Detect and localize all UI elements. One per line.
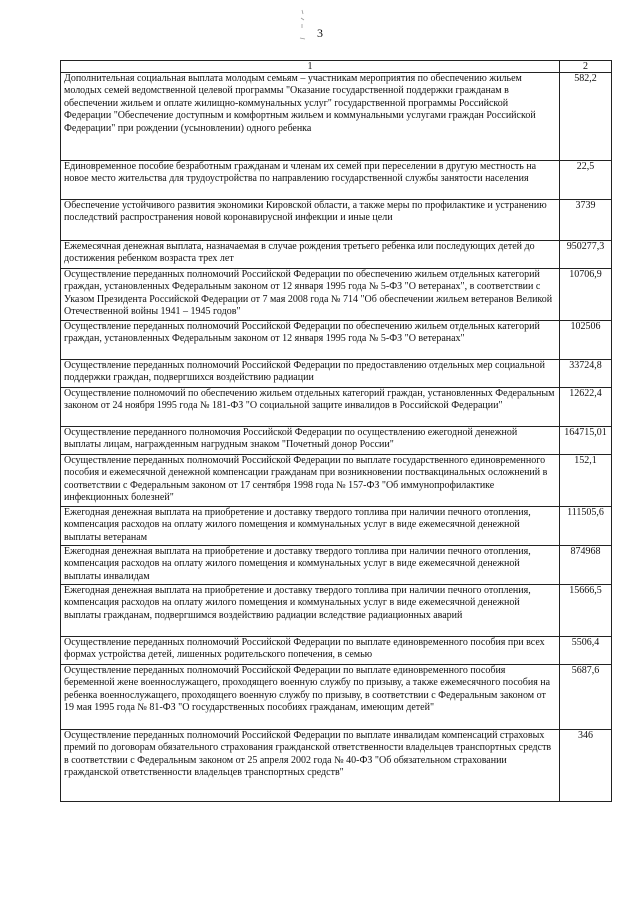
row-amount: 152,1 [560, 455, 612, 507]
table-row [61, 455, 612, 507]
row-description: Осуществление переданных полномочий Российской Федерации по предоставлению отдельных мер социальной поддержки граждан, подвергшихся воздействию радиации [61, 360, 560, 388]
row-amount: 5506,4 [560, 637, 612, 665]
row-amount: 102506 [560, 321, 612, 360]
payments-table [60, 60, 612, 802]
row-description: Осуществление переданных полномочий Российской Федерации по выплате государственного единовременного пособия и ежемесячной денежной компенсации гражданам при возникновении поствакцинальных осложнений в соответствии с Федеральным законом от 17 сентября 1998 года № 157-ФЗ "Об иммунопрофилактике инфекционных болезней" [61, 455, 560, 507]
column-header-description: 1 [61, 61, 560, 73]
column-header-amount: 2 [560, 61, 612, 73]
table-row [61, 241, 612, 269]
row-description: Единовременное пособие безработным гражданам и членам их семей при переселении в другую местность на новое место жительства для трудоустройства по направлению государственной службы занятости населения [61, 161, 560, 200]
page-number: 3 [317, 26, 323, 40]
row-description: Ежегодная денежная выплата на приобретение и доставку твердого топлива при наличии печного отопления, компенсация расходов на оплату жилого помещения и коммунальных услуг в виде ежемесячной денежной выплаты гражданам, подвергшимся воздействию радиации вследствие радиационных аварий [61, 585, 560, 637]
row-description: Осуществление переданных полномочий Российской Федерации по выплате единовременного пособия беременной жене военнослужащего, проходящего военную службу по призыву, а также ежемесячного пособия на ребенка военнослужащего, проходящего военную службу по призыву, в соответствии с Федеральным законом от 19 мая 1995 года № 81-ФЗ "О государственных пособиях гражданам, имеющим детей" [61, 665, 560, 730]
table-row [61, 507, 612, 546]
row-amount: 3739 [560, 200, 612, 241]
table-row [61, 637, 612, 665]
table-row [61, 427, 612, 455]
row-description: Дополнительная социальная выплата молодым семьям – участникам мероприятия по обеспечению жильем молодых семей ведомственной целевой программы "Оказание государственной поддержки гражданам в обеспечении жильем и оплате жилищно-коммунальных услуг" государственной программы Российской Федерации "Обеспечение доступным и комфортным жильем и коммунальными услугами граждан Российской Федерации" при рождении (усыновлении) одного ребенка [61, 73, 560, 161]
row-amount: 950277,3 [560, 241, 612, 269]
table-row [61, 730, 612, 802]
row-amount: 22,5 [560, 161, 612, 200]
table-header-row [61, 61, 612, 73]
row-amount: 874968 [560, 546, 612, 585]
row-amount: 164715,01 [560, 427, 612, 455]
table-row [61, 161, 612, 200]
row-amount: 5687,6 [560, 665, 612, 730]
row-description: Ежегодная денежная выплата на приобретение и доставку твердого топлива при наличии печного отопления, компенсация расходов на оплату жилого помещения и коммунальных услуг в виде ежемесячной денежной выплаты ветеранам [61, 507, 560, 546]
row-amount: 12622,4 [560, 388, 612, 427]
table-row [61, 73, 612, 161]
table-row [61, 360, 612, 388]
table-row [61, 546, 612, 585]
row-description: Осуществление переданных полномочий Российской Федерации по обеспечению жильем отдельных категорий граждан, установленных Федеральным законом от 12 января 1995 года № 5-ФЗ "О ветеранах", в соответствии с Указом Президента Российской Федерации от 7 мая 2008 года № 714 "Об обеспечении жильем ветеранов Великой Отечественной войны 1941 – 1945 годов" [61, 269, 560, 321]
row-description: Ежемесячная денежная выплата, назначаемая в случае рождения третьего ребенка или последующих детей до достижения ребенком возраста трех лет [61, 241, 560, 269]
row-amount: 10706,9 [560, 269, 612, 321]
row-amount: 582,2 [560, 73, 612, 161]
table-row [61, 200, 612, 241]
table-row [61, 665, 612, 730]
row-description: Осуществление переданного полномочия Российской Федерации по осуществлению ежегодной денежной выплаты лицам, награжденным нагрудным знаком "Почетный донор России" [61, 427, 560, 455]
table-row [61, 269, 612, 321]
row-amount: 33724,8 [560, 360, 612, 388]
row-description: Осуществление переданных полномочий Российской Федерации по выплате единовременного пособия при всех формах устройства детей, лишенных родительского попечения, в семью [61, 637, 560, 665]
row-amount: 111505,6 [560, 507, 612, 546]
row-description: Ежегодная денежная выплата на приобретение и доставку твердого топлива при наличии печного отопления, компенсация расходов на оплату жилого помещения и коммунальных услуг в виде ежемесячной денежной выплаты инвалидам [61, 546, 560, 585]
table-row [61, 321, 612, 360]
table-row [61, 585, 612, 637]
row-description: Осуществление переданных полномочий Российской Федерации по обеспечению жильем отдельных категорий граждан, установленных Федеральным законом от 12 января 1995 года № 5-ФЗ "О ветеранах" [61, 321, 560, 360]
row-amount: 346 [560, 730, 612, 802]
row-description: Осуществление полномочий по обеспечению жильем отдельных категорий граждан, установленных Федеральным законом от 24 ноября 1995 года № 181-ФЗ "О социальной защите инвалидов в Российской Федерации" [61, 388, 560, 427]
row-description: Осуществление переданных полномочий Российской Федерации по выплате инвалидам компенсаций страховых премий по договорам обязательного страхования гражданской ответственности владельцев транспортных средств в соответствии с Федеральным законом от 25 апреля 2002 года № 40-ФЗ "Об обязательном страховании гражданской ответственности владельцев транспортных средств" [61, 730, 560, 802]
row-amount: 15666,5 [560, 585, 612, 637]
row-description: Обеспечение устойчивого развития экономики Кировской области, а также меры по профилактике и устранению последствий распространения новой коронавирусной инфекции и иные цели [61, 200, 560, 241]
table-row [61, 388, 612, 427]
